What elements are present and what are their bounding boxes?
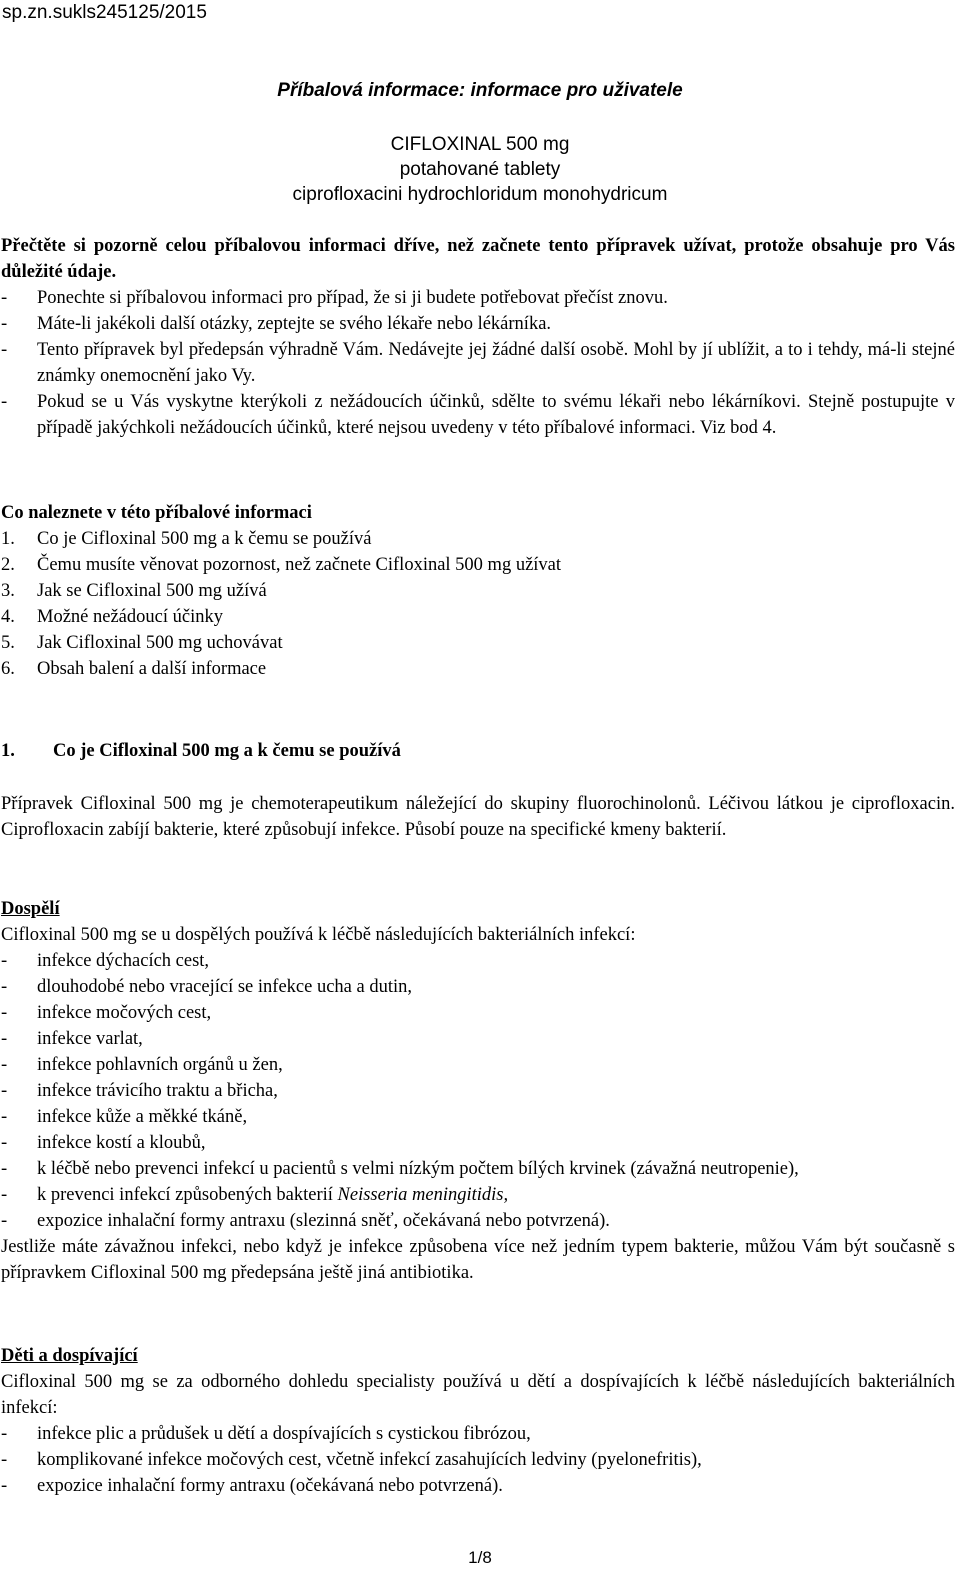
bullet-dash: - <box>1 1029 8 1049</box>
adults-item: - dlouhodobé nebo vracející se infekce ucha a dutin, <box>1 974 955 1000</box>
children-item: - infekce plic a průdušek u dětí a dospívajících s cystickou fibrózou, <box>1 1421 955 1447</box>
adults-item: - infekce kůže a měkké tkáně, <box>1 1104 955 1130</box>
document-reference: sp.zn.sukls245125/2015 <box>2 2 207 23</box>
table-of-contents <box>1 500 955 682</box>
product-substance: ciprofloxacini hydrochloridum monohydricum <box>292 184 668 205</box>
adults-item: - k prevenci infekcí způsobených bakterií Neisseria meningitidis, <box>1 1182 955 1208</box>
section-1-intro: Přípravek Cifloxinal 500 mg je chemoterapeutikum náležející do skupiny fluorochinolonů. Léčivou látkou je ciprofloxacin. Ciprofloxacin zabíjí bakterie, které způsobují infekce. Působí pouze na specifické kmeny bakterií. <box>1 794 955 840</box>
page-number: 1/8 <box>468 1548 492 1567</box>
toc-item[interactable]: 2. Čemu musíte věnovat pozornost, než začnete Cifloxinal 500 mg užívat <box>1 555 562 575</box>
leaflet-title: Příbalová informace: informace pro uživatele <box>277 80 683 101</box>
intro-bullet: - Pokud se u Vás vyskytne kterýkoli z nežádoucích účinků, sdělte to svému lékaři nebo lékárníkovi. Stejně postupujte v případě jakýchkoli nežádoucích účinků, které nejsou uvedeny v této příbalové informaci. Viz bod 4. <box>1 389 955 441</box>
product-info <box>0 132 960 207</box>
bullet-dash: - <box>1 1133 8 1153</box>
section-title: Co je Cifloxinal 500 mg a k čemu se používá <box>53 741 401 761</box>
bullet-dash: - <box>1 1107 8 1127</box>
bacteria-name: Neisseria meningitidis, <box>337 1185 509 1205</box>
adults-item: - infekce trávicího traktu a břicha, <box>1 1078 955 1104</box>
adults-item: - infekce pohlavních orgánů u žen, <box>1 1052 955 1078</box>
children-item: - expozice inhalační formy antraxu (očekávaná nebo potvrzená). <box>1 1473 955 1499</box>
intro-warning: Přečtěte si pozorně celou příbalovou informaci dříve, než začnete tento přípravek užívat, protože obsahuje pro Vás důležité údaje. <box>1 236 955 282</box>
adults-item: - infekce močových cest, <box>1 1000 955 1026</box>
bullet-dash: - <box>1 1476 8 1496</box>
bullet-dash: - <box>1 1055 8 1075</box>
bullet-dash: - <box>1 340 8 360</box>
children-lead: Cifloxinal 500 mg se za odborného dohledu specialisty používá u dětí a dospívajících k léčbě následujících bakteriálních infekcí: <box>1 1372 955 1418</box>
section-number: 1. <box>1 741 15 761</box>
intro-section <box>1 233 955 441</box>
bullet-dash: - <box>1 1003 8 1023</box>
toc-item[interactable]: 4. Možné nežádoucí účinky <box>1 607 223 627</box>
bullet-dash: - <box>1 288 8 308</box>
children-item: - komplikované infekce močových cest, včetně infekcí zasahujících ledviny (pyelonefritis), <box>1 1447 955 1473</box>
toc-heading: Co naleznete v této příbalové informaci <box>1 503 312 523</box>
bullet-dash: - <box>1 951 8 971</box>
adults-item: - infekce kostí a kloubů, <box>1 1130 955 1156</box>
toc-list <box>1 526 955 682</box>
adults-item: - infekce varlat, <box>1 1026 955 1052</box>
toc-item[interactable]: 5. Jak Cifloxinal 500 mg uchovávat <box>1 633 283 653</box>
bullet-dash: - <box>1 314 8 334</box>
adults-closing: Jestliže máte závažnou infekci, nebo když je infekce způsobena více než jedním typem bakterie, můžou Vám být současně s přípravkem Cifloxinal 500 mg předepsána ještě jiná antibiotika. <box>1 1237 955 1283</box>
bullet-dash: - <box>1 1081 8 1101</box>
toc-item[interactable]: 1. Co je Cifloxinal 500 mg a k čemu se používá <box>1 529 372 549</box>
bullet-dash: - <box>1 1424 8 1444</box>
bullet-dash: - <box>1 392 8 412</box>
adults-lead: Cifloxinal 500 mg se u dospělých používá k léčbě následujících bakteriálních infekcí: <box>1 925 636 945</box>
bullet-dash: - <box>1 1450 8 1470</box>
intro-bullet: - Ponechte si příbalovou informaci pro případ, že si ji budete potřebovat přečíst znovu. <box>1 285 955 311</box>
bullet-dash: - <box>1 1185 8 1205</box>
intro-bullet: - Tento přípravek byl předepsán výhradně Vám. Nedávejte jej žádné další osobě. Mohl by jí ublížit, a to i tehdy, má-li stejné známky onemocnění jako Vy. <box>1 337 955 389</box>
toc-item[interactable]: 6. Obsah balení a další informace <box>1 659 267 679</box>
adults-item: - k léčbě nebo prevenci infekcí u pacientů s velmi nízkým počtem bílých krvinek (závažná neutropenie), <box>1 1156 955 1182</box>
bullet-dash: - <box>1 977 8 997</box>
section-1-heading <box>1 738 955 764</box>
toc-item[interactable]: 3. Jak se Cifloxinal 500 mg užívá <box>1 581 267 601</box>
product-name: CIFLOXINAL 500 mg <box>390 134 570 155</box>
children-heading: Děti a dospívající <box>1 1346 138 1366</box>
adults-section <box>1 896 955 1286</box>
children-section <box>1 1343 955 1499</box>
adults-item: - infekce dýchacích cest, <box>1 948 955 974</box>
product-form: potahované tablety <box>399 159 561 180</box>
adults-heading: Dospělí <box>1 899 60 919</box>
bullet-dash: - <box>1 1211 8 1231</box>
intro-bullet: - Máte-li jakékoli další otázky, zeptejte se svého lékaře nebo lékárníka. <box>1 311 955 337</box>
adults-item: - expozice inhalační formy antraxu (slezinná sněť, očekávaná nebo potvrzená). <box>1 1208 955 1234</box>
bullet-dash: - <box>1 1159 8 1179</box>
